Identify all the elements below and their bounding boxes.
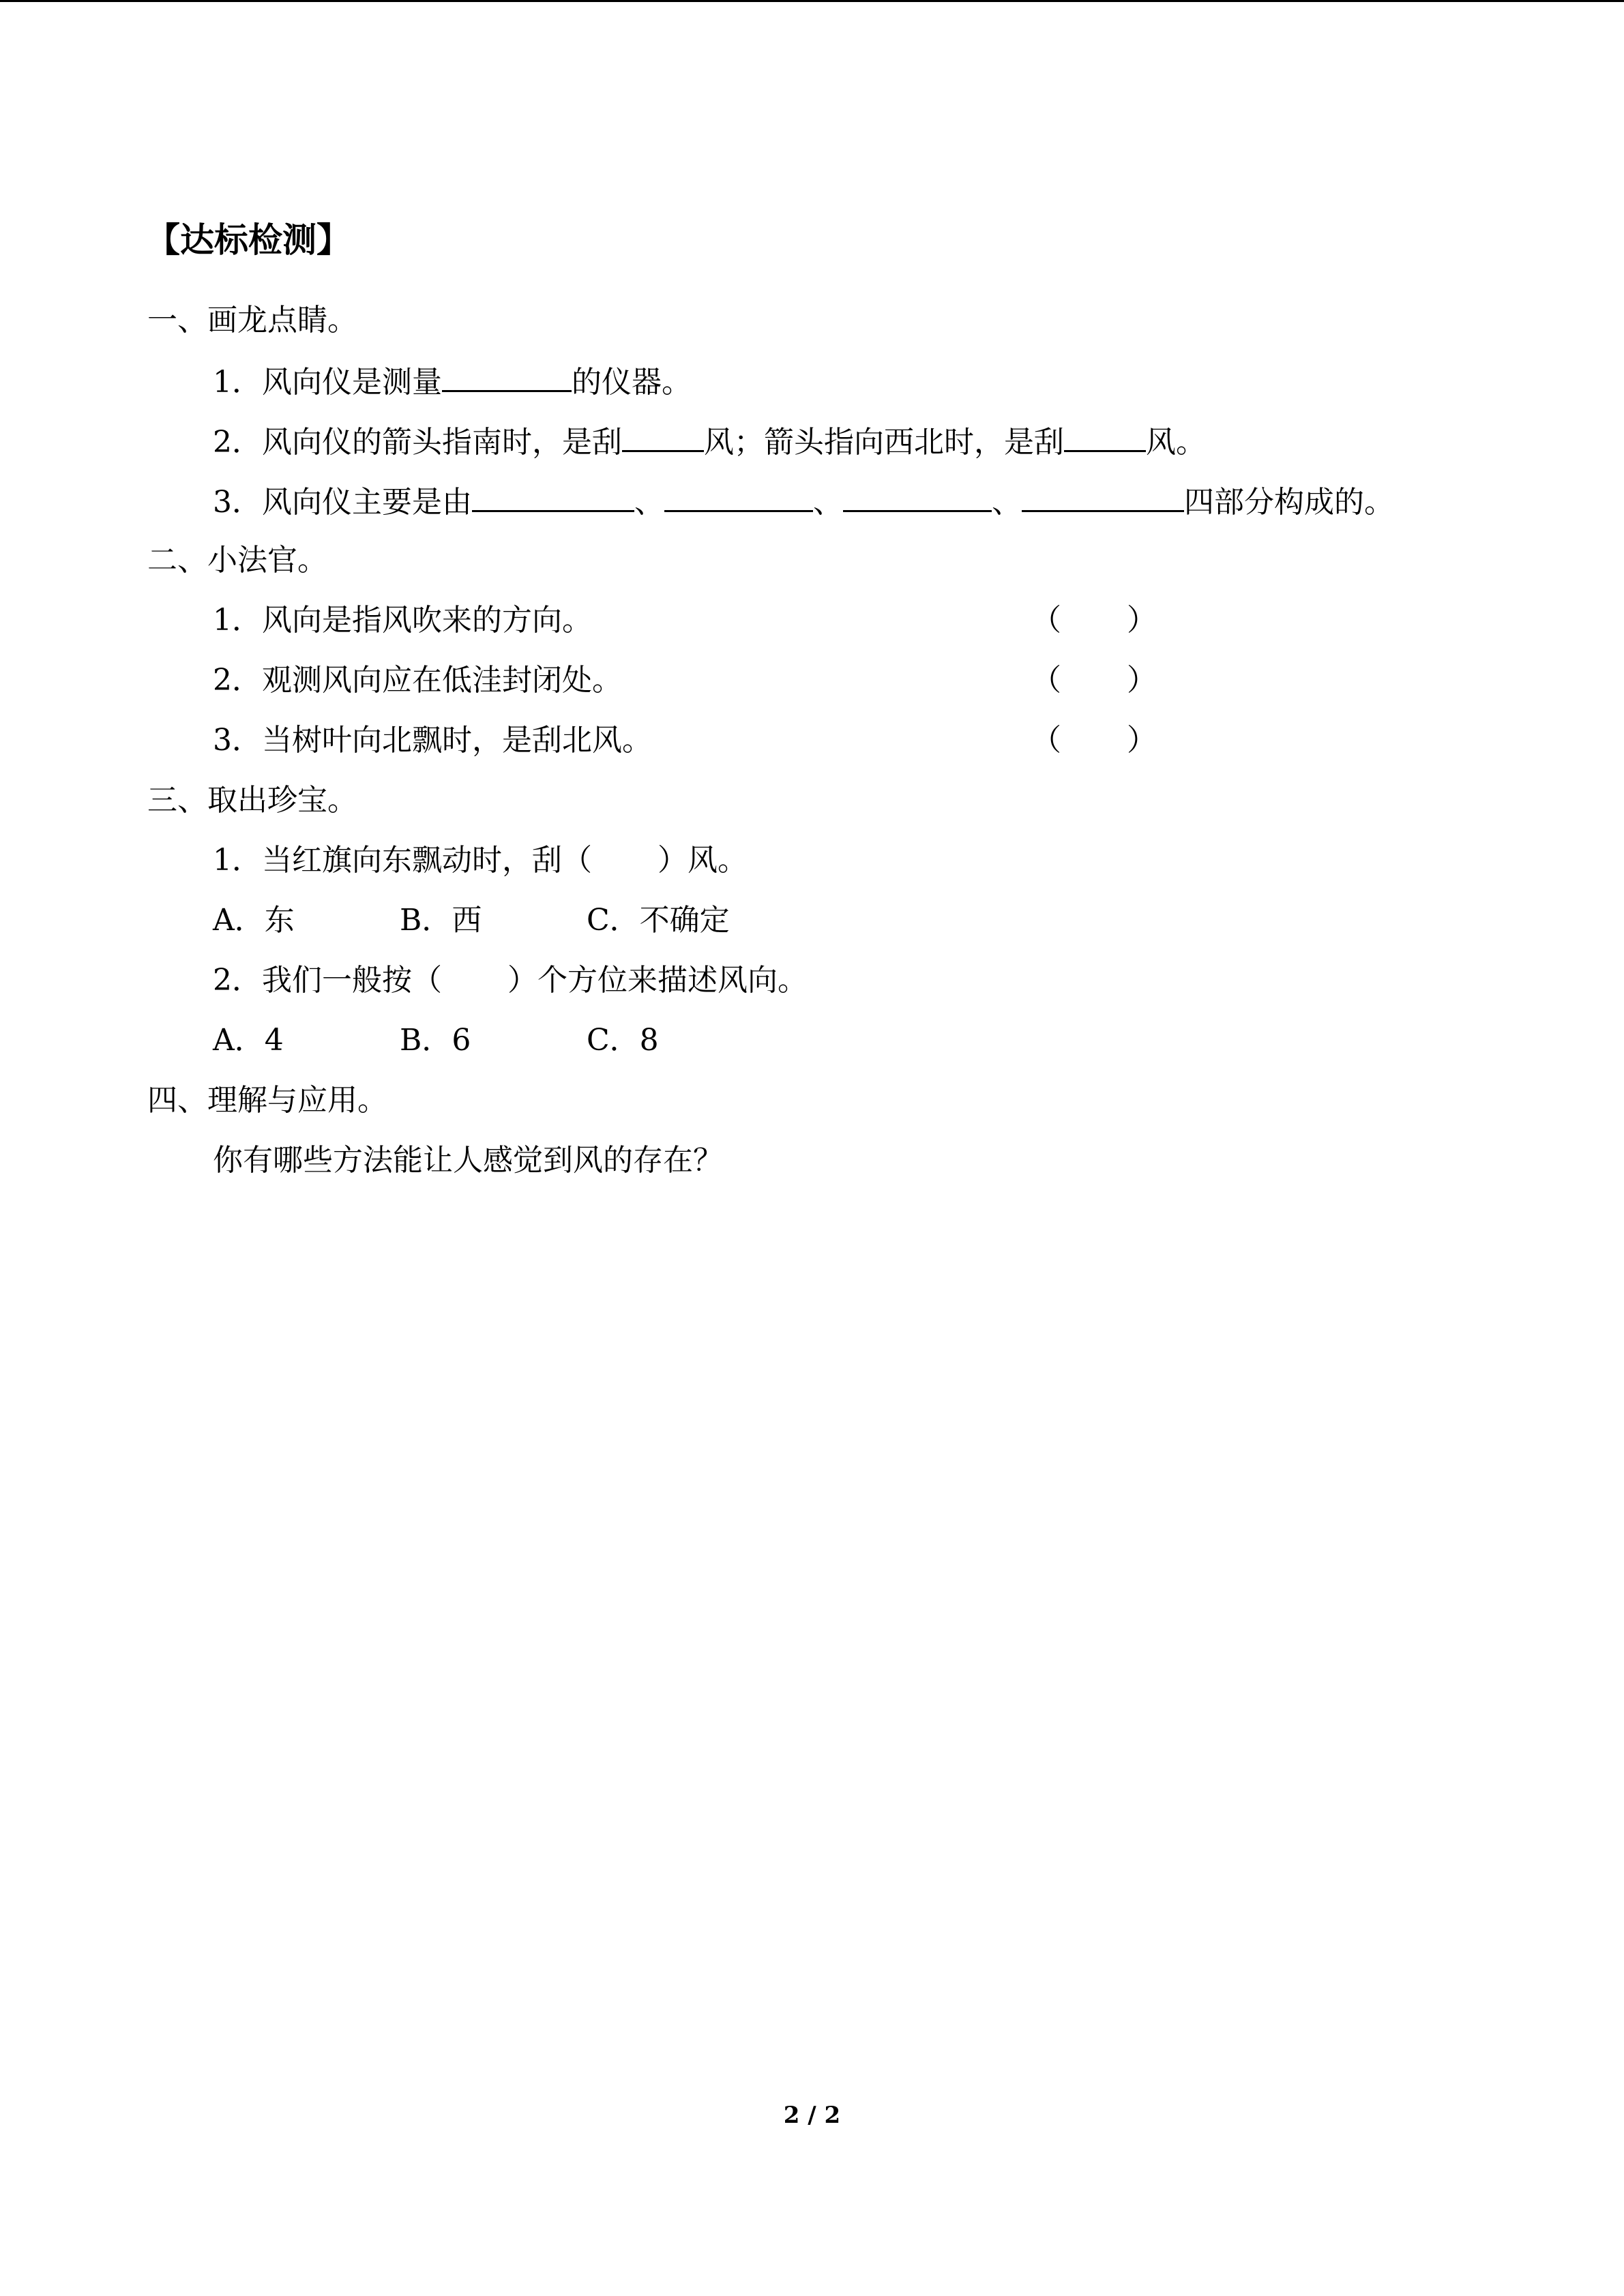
answer-brackets[interactable]: （ ） (1031, 723, 1157, 758)
question-text: 的仪器。 (572, 365, 692, 400)
fill-blank[interactable] (442, 360, 572, 392)
fill-blank[interactable] (664, 480, 813, 512)
option-a[interactable]: A．4 (213, 1023, 284, 1058)
question-number: 3． (213, 485, 262, 520)
choice-question-1 (213, 840, 748, 881)
choice-options-1 (213, 900, 730, 941)
fill-blank[interactable] (1064, 420, 1146, 452)
question-number: 1． (213, 603, 262, 638)
section-1-question-1 (213, 360, 692, 403)
question-text: 风向仪的箭头指南时，是刮 (262, 425, 622, 460)
fill-blank[interactable] (472, 480, 634, 512)
question-text: ）个方位来描述风向。 (507, 963, 808, 998)
option-b[interactable]: B．西 (400, 903, 482, 938)
option-c[interactable]: C．8 (587, 1023, 659, 1058)
section-1-question-3 (213, 480, 1394, 523)
question-text: 风向是指风吹来的方向。 (262, 603, 592, 638)
judgment-item (213, 660, 622, 701)
question-number: 2． (213, 425, 262, 460)
separator: 、 (992, 485, 1022, 520)
question-number: 2． (213, 963, 262, 998)
section-3-title: 三、取出珍宝。 (147, 783, 357, 818)
judgment-item (213, 720, 652, 761)
question-text: 风。 (1146, 425, 1206, 460)
page-heading: 【达标检测】 (146, 220, 351, 260)
option-a[interactable]: A．东 (213, 903, 295, 938)
fill-blank[interactable] (622, 420, 704, 452)
question-number: 3． (213, 723, 262, 758)
section-1-question-2 (213, 420, 1206, 463)
question-text: 我们一般按（ (262, 963, 442, 998)
question-text: 风；箭头指向西北时，是刮 (704, 425, 1064, 460)
question-text: ）风。 (658, 843, 748, 878)
fill-blank[interactable] (1022, 480, 1184, 512)
separator: 、 (813, 485, 843, 520)
section-2-title: 二、小法官。 (147, 543, 327, 578)
open-question: 你有哪些方法能让人感觉到风的存在？ (213, 1143, 723, 1178)
option-c[interactable]: C．不确定 (587, 903, 730, 938)
question-text: 风向仪主要是由 (262, 485, 472, 520)
question-number: 1． (213, 843, 262, 878)
question-text: 风向仪是测量 (262, 365, 442, 400)
judgment-item (213, 600, 592, 641)
fill-blank[interactable] (843, 480, 992, 512)
question-number: 2． (213, 663, 262, 698)
section-4-title: 四、理解与应用。 (147, 1083, 387, 1118)
question-text: 观测风向应在低洼封闭处。 (262, 663, 622, 698)
question-text: 当红旗向东飘动时，刮（ (262, 843, 592, 878)
choice-question-2 (213, 960, 808, 1001)
separator: 、 (634, 485, 664, 520)
question-text: 当树叶向北飘时，是刮北风。 (262, 723, 652, 758)
answer-brackets[interactable]: （ ） (1031, 603, 1157, 638)
choice-options-2 (213, 1020, 659, 1061)
section-1-title: 一、画龙点睛。 (147, 303, 357, 338)
answer-brackets[interactable]: （ ） (1031, 663, 1157, 698)
question-number: 1． (213, 365, 262, 400)
option-b[interactable]: B．6 (400, 1023, 471, 1058)
question-text: 四部分构成的。 (1184, 485, 1394, 520)
page-number: 2 / 2 (783, 2102, 841, 2129)
